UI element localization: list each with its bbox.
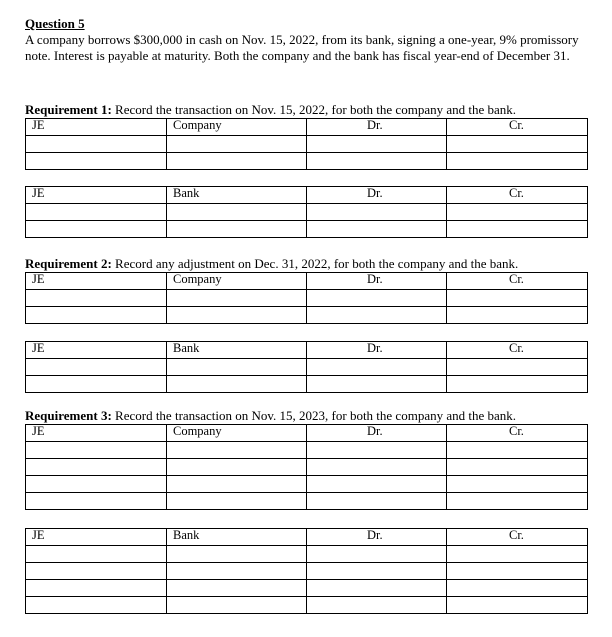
table-row [26,493,588,510]
bank-header: Bank [167,529,307,546]
journal-entry-cell[interactable] [307,493,447,510]
requirement-3-label: Requirement 3: [25,408,112,423]
req2-bank-journal-table [25,341,588,393]
journal-entry-cell[interactable] [167,153,307,170]
journal-entry-cell[interactable] [447,459,588,476]
journal-entry-cell[interactable] [167,493,307,510]
journal-entry-cell[interactable] [26,546,167,563]
je-header: JE [26,119,167,136]
table-header-row [26,273,588,290]
journal-entry-cell[interactable] [307,580,447,597]
table-header-row [26,529,588,546]
journal-entry-cell[interactable] [26,493,167,510]
cr-header: Cr. [447,342,588,359]
journal-entry-cell[interactable] [167,459,307,476]
journal-entry-cell[interactable] [26,359,167,376]
question-title: Question 5 [25,16,85,31]
question-text: A company borrows $300,000 in cash on Nov. 15, 2022, from its bank, signing a one-year, 9% promissory note. Interest is payable at maturity. Both the company and the bank has fiscal year-end of December 31. [25,32,579,63]
journal-entry-cell[interactable] [307,290,447,307]
journal-entry-cell[interactable] [26,221,167,238]
table-header-row [26,187,588,204]
je-header: JE [26,342,167,359]
req2-company-journal-table [25,272,588,324]
cr-header: Cr. [447,529,588,546]
journal-entry-cell[interactable] [26,597,167,614]
table-header-row [26,342,588,359]
requirement-3 [25,408,516,424]
journal-entry-cell[interactable] [167,476,307,493]
dr-header: Dr. [307,342,447,359]
journal-entry-cell[interactable] [167,546,307,563]
journal-entry-cell[interactable] [307,204,447,221]
bank-header: Bank [167,342,307,359]
journal-entry-cell[interactable] [447,153,588,170]
cr-header: Cr. [447,187,588,204]
requirement-2-text: Record any adjustment on Dec. 31, 2022, for both the company and the bank. [111,256,519,271]
req1-company-journal-table [25,118,588,170]
journal-entry-cell[interactable] [307,546,447,563]
journal-entry-cell[interactable] [26,307,167,324]
requirement-2-label: Requirement 2: [25,256,112,271]
journal-entry-cell[interactable] [167,204,307,221]
company-header: Company [167,425,307,442]
journal-entry-cell[interactable] [167,359,307,376]
table-row [26,204,588,221]
requirement-1-label: Requirement 1: [25,102,112,117]
table-row [26,376,588,393]
journal-entry-cell[interactable] [447,290,588,307]
journal-entry-cell[interactable] [307,307,447,324]
journal-entry-cell[interactable] [26,476,167,493]
dr-header: Dr. [307,273,447,290]
journal-entry-cell[interactable] [447,442,588,459]
table-row [26,476,588,493]
journal-entry-cell[interactable] [167,221,307,238]
journal-entry-cell[interactable] [167,290,307,307]
req3-company-journal-table [25,424,588,510]
journal-entry-cell[interactable] [26,376,167,393]
journal-entry-cell[interactable] [447,493,588,510]
table-row [26,221,588,238]
bank-header: Bank [167,187,307,204]
journal-entry-cell[interactable] [307,459,447,476]
journal-entry-cell[interactable] [447,307,588,324]
journal-entry-cell[interactable] [447,597,588,614]
journal-entry-cell[interactable] [307,442,447,459]
table-row [26,563,588,580]
journal-entry-cell[interactable] [307,476,447,493]
requirement-1 [25,102,516,118]
table-row [26,546,588,563]
journal-entry-cell[interactable] [167,136,307,153]
journal-entry-cell[interactable] [447,136,588,153]
journal-entry-cell[interactable] [167,597,307,614]
table-row [26,153,588,170]
journal-entry-cell[interactable] [307,563,447,580]
journal-entry-cell[interactable] [26,580,167,597]
table-row [26,442,588,459]
journal-entry-cell[interactable] [26,290,167,307]
cr-header: Cr. [447,273,588,290]
req1-bank-journal-table [25,186,588,238]
dr-header: Dr. [307,119,447,136]
journal-entry-cell[interactable] [26,153,167,170]
journal-entry-cell[interactable] [307,221,447,238]
journal-entry-cell[interactable] [167,307,307,324]
journal-entry-cell[interactable] [307,153,447,170]
company-header: Company [167,119,307,136]
journal-entry-cell[interactable] [447,563,588,580]
table-row [26,307,588,324]
journal-entry-cell[interactable] [307,136,447,153]
cr-header: Cr. [447,425,588,442]
journal-entry-cell[interactable] [307,597,447,614]
dr-header: Dr. [307,529,447,546]
table-row [26,136,588,153]
je-header: JE [26,425,167,442]
je-header: JE [26,187,167,204]
journal-entry-cell[interactable] [447,476,588,493]
table-header-row [26,119,588,136]
cr-header: Cr. [447,119,588,136]
journal-entry-cell[interactable] [26,204,167,221]
journal-entry-cell[interactable] [447,580,588,597]
table-row [26,597,588,614]
journal-entry-cell[interactable] [167,580,307,597]
journal-entry-cell[interactable] [447,546,588,563]
table-header-row [26,425,588,442]
journal-entry-cell[interactable] [447,204,588,221]
company-header: Company [167,273,307,290]
journal-entry-cell[interactable] [26,563,167,580]
journal-entry-cell[interactable] [307,376,447,393]
journal-entry-cell[interactable] [26,442,167,459]
journal-entry-cell[interactable] [26,136,167,153]
journal-entry-cell[interactable] [167,563,307,580]
journal-entry-cell[interactable] [447,376,588,393]
requirement-1-text: Record the transaction on Nov. 15, 2022, for both the company and the bank. [111,102,517,117]
journal-entry-cell[interactable] [167,376,307,393]
journal-entry-cell[interactable] [167,442,307,459]
req3-bank-journal-table [25,528,588,614]
je-header: JE [26,529,167,546]
journal-entry-cell[interactable] [447,221,588,238]
table-row [26,290,588,307]
je-header: JE [26,273,167,290]
journal-entry-cell[interactable] [307,359,447,376]
dr-header: Dr. [307,425,447,442]
journal-entry-cell[interactable] [447,359,588,376]
requirement-3-text: Record the transaction on Nov. 15, 2023, for both the company and the bank. [111,408,517,423]
table-row [26,459,588,476]
requirement-2 [25,256,518,272]
table-row [26,359,588,376]
journal-entry-cell[interactable] [26,459,167,476]
dr-header: Dr. [307,187,447,204]
table-row [26,580,588,597]
